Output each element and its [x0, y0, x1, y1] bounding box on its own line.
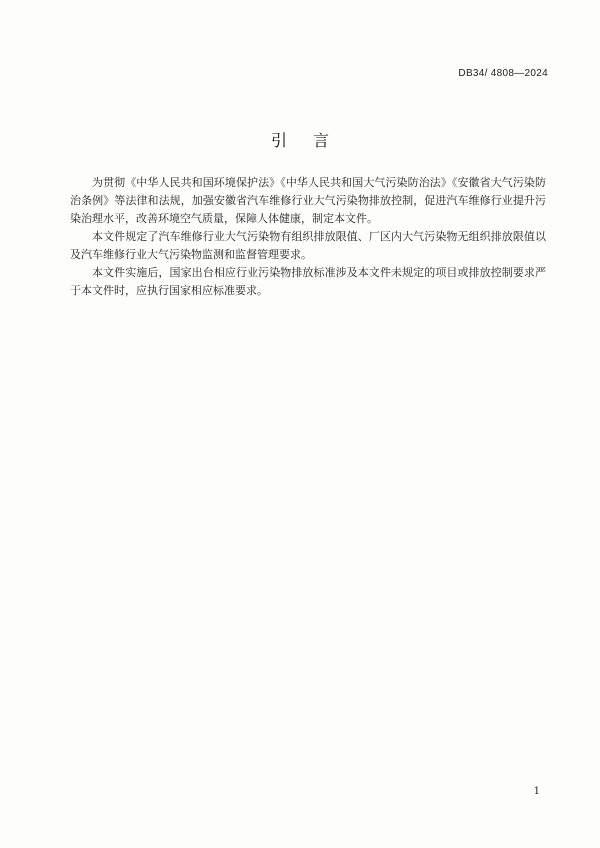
paragraph-implementation: 本文件实施后，国家出台相应行业污染物排放标准涉及本文件未规定的项目或排放控制要求严于本文件时，应执行国家相应标准要求。 — [70, 266, 546, 297]
paragraph-scope: 本文件规定了汽车维修行业大气污染物有组织排放限值、厂区内大气污染物无组织排放限值以及汽车维修行业大气污染物监测和监督管理要求。 — [70, 230, 546, 261]
paragraph-purpose: 为贯彻《中华人民共和国环境保护法》《中华人民共和国大气污染防治法》《安徽省大气污染防治条例》等法律和法规，加强安徽省汽车维修行业大气污染物排放控制，促进汽车维修行业提升污染治理水平，改善环境空气质量，保障人体健康，制定本文件。 — [70, 176, 546, 225]
page-number: 1 — [533, 786, 540, 797]
body-text — [70, 174, 546, 300]
document-code: DB34/ 4808—2024 — [458, 68, 548, 79]
page-title: 引言 — [270, 131, 355, 150]
